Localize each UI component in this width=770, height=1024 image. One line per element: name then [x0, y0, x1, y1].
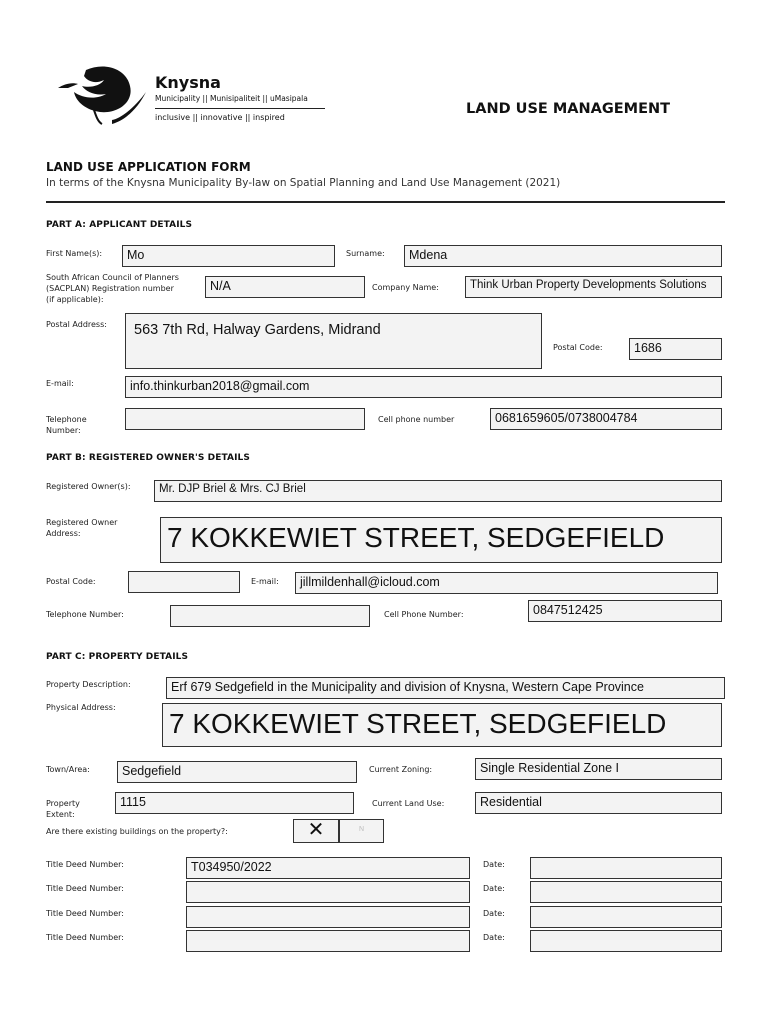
- telephone-label-line1: Telephone: [46, 415, 87, 424]
- owner-telephone-field[interactable]: [170, 605, 370, 627]
- sacplan-label-line1: South African Council of Planners: [46, 273, 179, 282]
- email-field[interactable]: info.thinkurban2018@gmail.com: [125, 376, 722, 398]
- owner-email-label: E-mail:: [251, 577, 279, 586]
- town-label: Town/Area:: [46, 765, 90, 774]
- sacplan-field[interactable]: N/A: [205, 276, 365, 298]
- title-deed-field[interactable]: [186, 930, 470, 952]
- owner-postal-code-field[interactable]: [128, 571, 240, 593]
- surname-label: Surname:: [346, 249, 385, 258]
- property-description-label: Property Description:: [46, 680, 131, 689]
- land-use-field[interactable]: Residential: [475, 792, 722, 814]
- logo-divider: [155, 108, 325, 109]
- postal-code-field[interactable]: 1686: [629, 338, 722, 360]
- date-label: Date:: [483, 909, 505, 918]
- postal-code-label: Postal Code:: [553, 343, 603, 352]
- date-field[interactable]: [530, 881, 722, 903]
- owner-label: Registered Owner(s):: [46, 482, 131, 491]
- date-label: Date:: [483, 860, 505, 869]
- postal-address-label: Postal Address:: [46, 320, 107, 329]
- title-deed-field[interactable]: [186, 881, 470, 903]
- owner-field[interactable]: Mr. DJP Briel & Mrs. CJ Briel: [154, 480, 722, 502]
- cell-field[interactable]: 0681659605/0738004784: [490, 408, 722, 430]
- form-title: LAND USE APPLICATION FORM: [46, 160, 251, 174]
- email-label: E-mail:: [46, 379, 74, 388]
- buildings-yes-checkbox[interactable]: ✕: [293, 819, 339, 843]
- buildings-no-checkbox[interactable]: N: [339, 819, 384, 843]
- title-rule: [46, 201, 725, 203]
- part-b-heading: PART B: REGISTERED OWNER'S DETAILS: [46, 453, 250, 463]
- title-deed-field[interactable]: T034950/2022: [186, 857, 470, 879]
- first-name-label: First Name(s):: [46, 249, 103, 258]
- owner-email-field[interactable]: jillmildenhall@icloud.com: [295, 572, 718, 594]
- knysna-logo-icon: [56, 62, 152, 128]
- title-deed-label: Title Deed Number:: [46, 933, 125, 942]
- date-field[interactable]: [530, 930, 722, 952]
- owner-cell-label: Cell Phone Number:: [384, 610, 464, 619]
- zoning-label: Current Zoning:: [369, 765, 433, 774]
- title-deed-label: Title Deed Number:: [46, 909, 125, 918]
- owner-address-field[interactable]: 7 KOKKEWIET STREET, SEDGEFIELD: [160, 517, 722, 563]
- zoning-field[interactable]: Single Residential Zone I: [475, 758, 722, 780]
- physical-address-field[interactable]: 7 KOKKEWIET STREET, SEDGEFIELD: [162, 703, 722, 747]
- logo-subtitle: Municipality || Munisipaliteit || uMasipala: [155, 94, 308, 103]
- logo-tagline: inclusive || innovative || inspired: [155, 113, 285, 122]
- form-subtitle: In terms of the Knysna Municipality By-law on Spatial Planning and Land Use Management (2021): [46, 177, 561, 189]
- cell-label: Cell phone number: [378, 415, 455, 424]
- date-label: Date:: [483, 933, 505, 942]
- part-c-heading: PART C: PROPERTY DETAILS: [46, 652, 189, 662]
- company-label: Company Name:: [372, 283, 439, 292]
- owner-address-label-line2: Address:: [46, 529, 81, 538]
- part-a-heading: PART A: APPLICANT DETAILS: [46, 220, 193, 230]
- surname-field[interactable]: Mdena: [404, 245, 722, 267]
- sacplan-label-line2: (SACPLAN) Registration number: [46, 284, 174, 293]
- date-label: Date:: [483, 884, 505, 893]
- owner-address-label-line1: Registered Owner: [46, 518, 118, 527]
- title-deed-field[interactable]: [186, 906, 470, 928]
- owner-cell-field[interactable]: 0847512425: [528, 600, 722, 622]
- extent-label-line1: Property: [46, 799, 80, 808]
- buildings-label: Are there existing buildings on the property?:: [46, 827, 228, 836]
- telephone-field[interactable]: [125, 408, 365, 430]
- date-field[interactable]: [530, 857, 722, 879]
- department-title: LAND USE MANAGEMENT: [466, 101, 671, 117]
- title-deed-label: Title Deed Number:: [46, 884, 125, 893]
- owner-postal-code-label: Postal Code:: [46, 577, 96, 586]
- extent-field[interactable]: 1115: [115, 792, 354, 814]
- extent-label-line2: Extent:: [46, 810, 75, 819]
- title-deed-label: Title Deed Number:: [46, 860, 125, 869]
- logo-name: Knysna: [155, 73, 221, 92]
- owner-telephone-label: Telephone Number:: [46, 610, 124, 619]
- town-field[interactable]: Sedgefield: [117, 761, 357, 783]
- property-description-field[interactable]: Erf 679 Sedgefield in the Municipality and division of Knysna, Western Cape Province: [166, 677, 725, 699]
- sacplan-label-line3: (if applicable):: [46, 295, 104, 304]
- date-field[interactable]: [530, 906, 722, 928]
- first-name-field[interactable]: Mo: [122, 245, 335, 267]
- telephone-label-line2: Number:: [46, 426, 81, 435]
- postal-address-field[interactable]: 563 7th Rd, Halway Gardens, Midrand: [125, 313, 542, 369]
- physical-address-label: Physical Address:: [46, 703, 116, 712]
- land-use-label: Current Land Use:: [372, 799, 445, 808]
- company-field[interactable]: Think Urban Property Developments Solutions: [465, 276, 722, 298]
